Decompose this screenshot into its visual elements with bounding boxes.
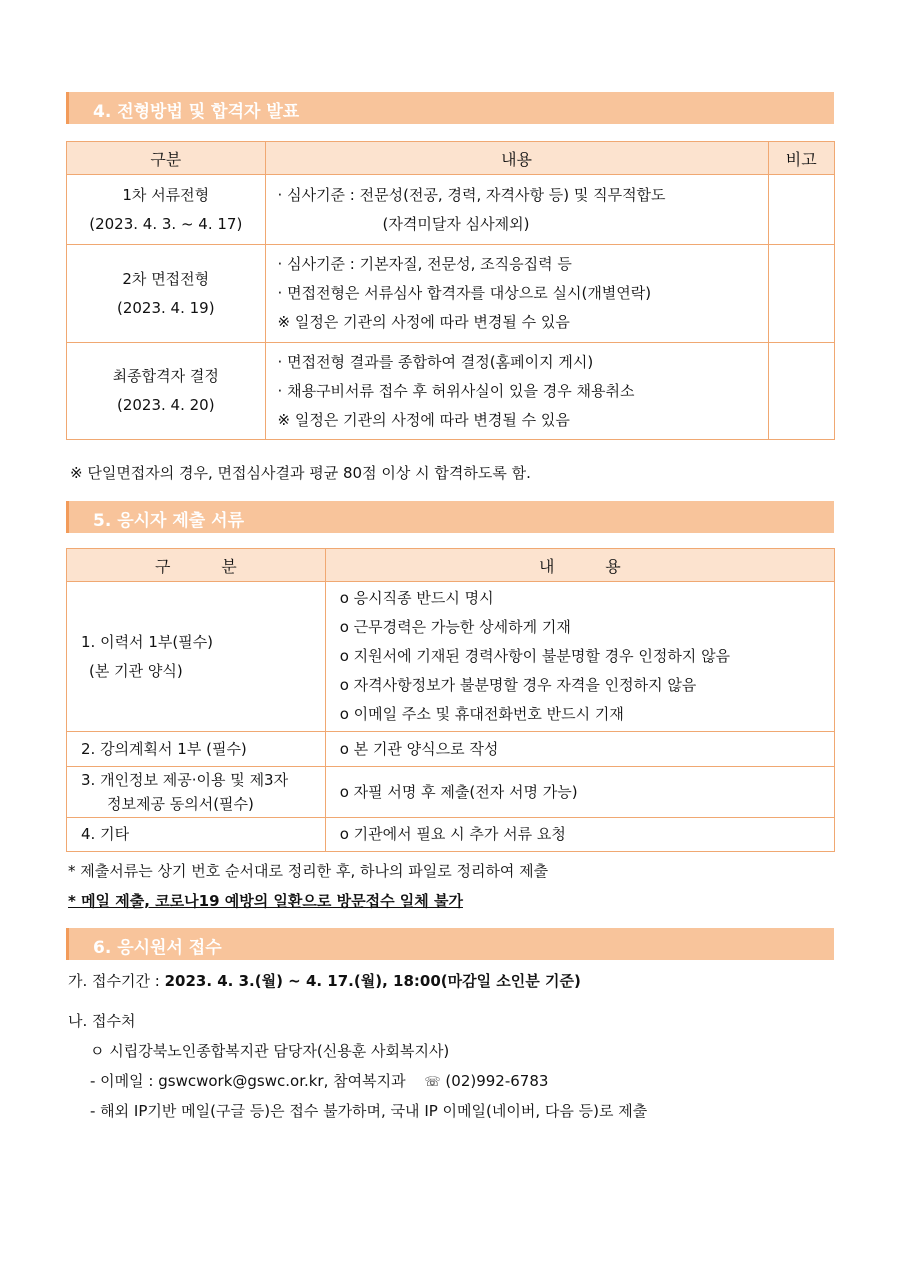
email-line: - 이메일 : gswcwork@gswc.or.kr, 참여복지과: [90, 1072, 406, 1090]
row-content: · 면접전형 결과를 종합하여 결정(홈페이지 게시) · 채용구비서류 접수 후 허위사실이 있을 경우 채용취소 ※ 일정은 기관의 사정에 따라 변경될 수 있음: [265, 343, 768, 440]
row-content: · 심사기준 : 전문성(전공, 경력, 자격사항 등) 및 직무적합도 (자격미달자 심사제외): [265, 175, 768, 245]
col-header-remarks: 비고: [768, 142, 835, 175]
row-remarks: [768, 343, 835, 440]
table-row: [67, 175, 835, 245]
application-period: [68, 970, 581, 991]
row-content: o 자필 서명 후 제출(전자 서명 가능): [325, 767, 834, 818]
row-name: 1차 서류전형 (2023. 4. 3. ~ 4. 17): [67, 175, 266, 245]
row-remarks: [768, 245, 835, 343]
period-label: 가. 접수기간 :: [68, 972, 165, 990]
documents-table: [66, 548, 835, 852]
selection-method-table: [66, 141, 835, 440]
section-5-title: 5. 응시자 제출 서류: [93, 511, 244, 531]
period-value: 2023. 4. 3.(월) ~ 4. 17.(월), 18:00(마감일 소인분 기준): [164, 972, 581, 990]
table-row: [67, 582, 835, 732]
table-row: [67, 343, 835, 440]
section-6-header: [66, 928, 834, 960]
table-row: [67, 245, 835, 343]
col-header-content: 내용: [265, 142, 768, 175]
section-4-title: 4. 전형방법 및 합격자 발표: [93, 102, 300, 122]
col-header-category: 구분: [67, 142, 266, 175]
place-label: 나. 접수처: [68, 1012, 136, 1030]
table-row: [67, 767, 835, 818]
section-6-title: 6. 응시원서 접수: [93, 938, 222, 958]
row-content: o 본 기관 양식으로 작성: [325, 732, 834, 767]
phone-number: (02)992-6783: [445, 1072, 549, 1090]
section-4-note: ※ 단일면접자의 경우, 면접심사결과 평균 80점 이상 시 합격하도록 함.: [70, 464, 531, 482]
row-content: · 심사기준 : 기본자질, 전문성, 조직응집력 등 · 면접전형은 서류심사 합격자를 대상으로 실시(개별연락) ※ 일정은 기관의 사정에 따라 변경될 수 있음: [265, 245, 768, 343]
row-name: 4. 기타: [67, 818, 326, 852]
row-content: o 기관에서 필요 시 추가 서류 요청: [325, 818, 834, 852]
row-name: 3. 개인정보 제공·이용 및 제3자 정보제공 동의서(필수): [67, 767, 326, 818]
place-org: ㅇ 시립강북노인종합복지관 담당자(신용훈 사회복지사): [90, 1042, 450, 1060]
row-name: 1. 이력서 1부(필수) (본 기관 양식): [67, 582, 326, 732]
col-header-category: 구 분: [67, 549, 326, 582]
row-name: 2. 강의계획서 1부 (필수): [67, 732, 326, 767]
contact-line: [90, 1070, 548, 1091]
row-name: 최종합격자 결정 (2023. 4. 20): [67, 343, 266, 440]
table-row: [67, 732, 835, 767]
section-5-header: [66, 501, 834, 533]
phone-icon: ☏: [424, 1075, 441, 1090]
row-content: o 응시직종 반드시 명시 o 근무경력은 가능한 상세하게 기재 o 지원서에 기재된 경력사항이 불분명할 경우 인정하지 않음 o 자격사항정보가 불분명할 경우 자격을 인정하지 않음 o 이메일 주소 및 휴대전화번호 반드시 기재: [325, 582, 834, 732]
table-row: [67, 818, 835, 852]
row-name: 2차 면접전형 (2023. 4. 19): [67, 245, 266, 343]
row-remarks: [768, 175, 835, 245]
section-5-warning: * 메일 제출, 코로나19 예방의 일환으로 방문접수 일체 불가: [68, 892, 463, 910]
ip-note: - 해외 IP기반 메일(구글 등)은 접수 불가하며, 국내 IP 이메일(네이버, 다음 등)로 제출: [90, 1102, 648, 1120]
col-header-content: 내 용: [325, 549, 834, 582]
section-5-note: * 제출서류는 상기 번호 순서대로 정리한 후, 하나의 파일로 정리하여 제출: [68, 862, 549, 880]
section-4-header: [66, 92, 834, 124]
